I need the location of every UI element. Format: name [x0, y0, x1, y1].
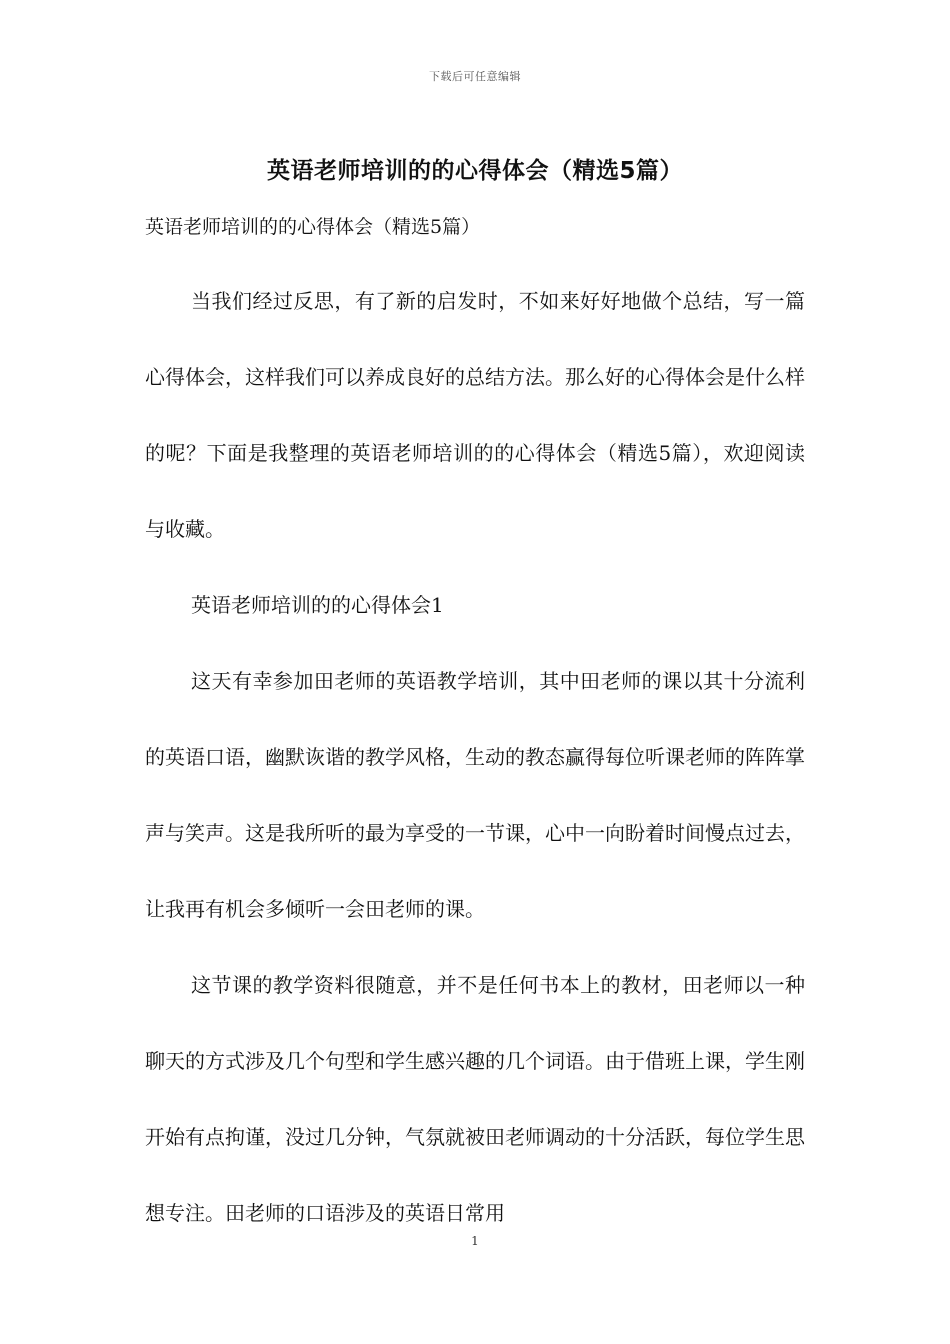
header-note: 下载后可任意编辑: [429, 70, 521, 83]
body-paragraph: 这节课的教学资料很随意，并不是任何书本上的教材，田老师以一种聊天的方式涉及几个句型和学生感兴趣的几个词语。由于借班上课，学生刚开始有点拘谨，没过几分钟，气氛就被田老师调动的十分活跃，每位学生思想专注。田老师的口语涉及的英语日常用: [145, 973, 805, 1225]
document-title: 英语老师培训的的心得体会（精选5篇）: [266, 158, 683, 184]
body-paragraph: 这天有幸参加田老师的英语教学培训，其中田老师的课以其十分流利的英语口语，幽默诙谐的教学风格，生动的教态赢得每位听课老师的阵阵掌声与笑声。这是我所听的最为享受的一节课，心中一向盼着时间慢点过去，让我再有机会多倾听一会田老师的课。: [145, 669, 805, 921]
page-number: 1: [471, 1234, 479, 1248]
intro-paragraph: 当我们经过反思，有了新的启发时，不如来好好地做个总结，写一篇心得体会，这样我们可以养成良好的总结方法。那么好的心得体会是什么样的呢？下面是我整理的英语老师培训的的心得体会（精选5篇），欢迎阅读与收藏。: [145, 289, 805, 541]
section-heading: 英语老师培训的的心得体会1: [191, 593, 444, 617]
document-subtitle: 英语老师培训的的心得体会（精选5篇）: [145, 216, 481, 238]
